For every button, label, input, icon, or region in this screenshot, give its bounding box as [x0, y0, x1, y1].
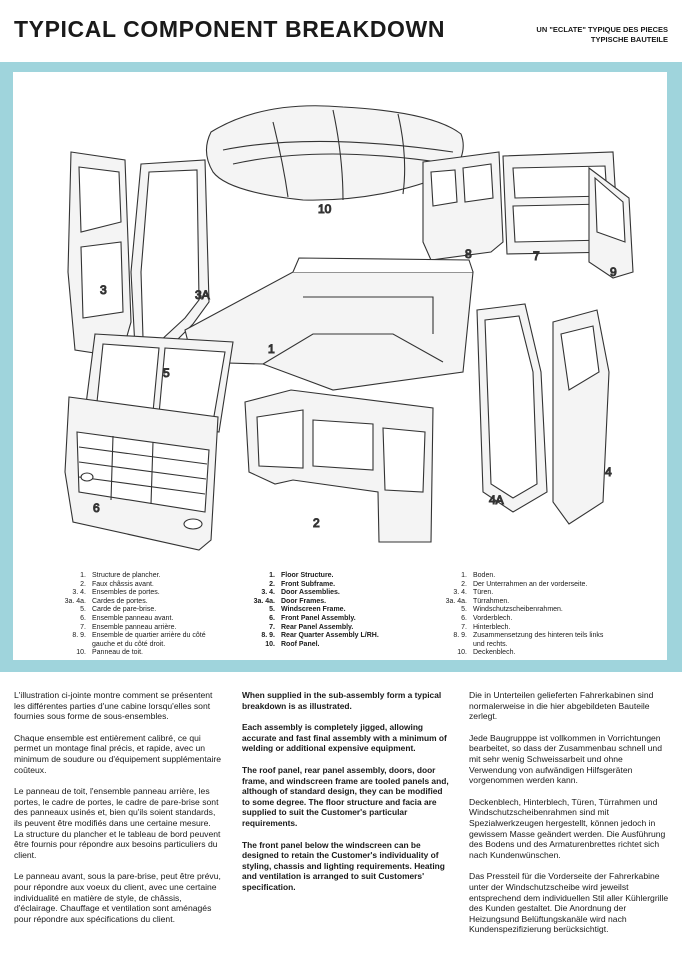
legend-row [435, 615, 603, 624]
legend-row [241, 572, 379, 581]
legend-text: Ensemble panneau arrière. [92, 623, 177, 631]
legend-number: 7. [269, 623, 275, 631]
legend-row [241, 589, 379, 598]
legend-text: Boden. [473, 572, 496, 579]
legend-text: Ensemble panneau avant. [92, 614, 174, 622]
legend-text: Windschutzscheibenrahmen. [473, 606, 563, 614]
legend-text: Front Subframe. [281, 580, 336, 588]
diagram-label: 3A [195, 288, 210, 302]
legend-text: Zusammensetzung des hinteren teils links [473, 632, 604, 640]
paragraph: The front panel below the windscreen can be designed to retain the Customer's individuality of styling, chassis and lighting requirements. Heating and ventilation is arranged to suit Customers' specification. [242, 839, 445, 892]
legend-text: Front Panel Assembly. [281, 614, 356, 622]
diagram-label: 7 [533, 249, 540, 263]
diagram-label: 4A [489, 493, 504, 507]
legend-row [55, 624, 206, 633]
legend-number [435, 641, 467, 650]
legend-number: 10. [457, 649, 467, 657]
diagram-label: 9 [610, 265, 617, 279]
diagram-label: 6 [93, 501, 100, 515]
legend-row [55, 598, 206, 607]
legend-row [55, 606, 206, 615]
paragraph: Die in Unterteilen gelieferten Fahrerkabinen sind normalerweise in die hier abgebildeten Bauteile zerlegt. [469, 690, 654, 722]
legend-number: 2. [80, 580, 86, 588]
paragraph: Chaque ensemble est entièrement calibré, ce qui permet un montage final précis, et rapide, avec un minimum de soudure ou d'équipement supplémentaire coûteux. [14, 732, 222, 775]
diagram-label: 3 [100, 283, 107, 297]
paragraph: Deckenblech, Hinterblech, Türen, Türrahmen und Windschutzscheibenrahmen sind mit Spezialwerkzeugen hergestellt, können jedoch in gewissem Masse geändert werden. Die Ausführung des Bodens und des Armaturenbrettes richtet sich nach Kundenwünschen. [469, 796, 666, 860]
legend-row [435, 589, 603, 598]
legend-row [241, 598, 379, 607]
legend-text: Panneau de toit. [92, 649, 143, 657]
legend-text: Roof Panel. [281, 640, 320, 648]
legend-number: 6. [461, 614, 467, 622]
legend-number: 3. 4. [261, 589, 275, 597]
legend-text: Rear Panel Assembly. [281, 623, 354, 631]
right-door-frame [477, 304, 547, 512]
legend-text: Deckenblech. [473, 649, 516, 657]
legend-text: Türrahmen. [473, 597, 510, 605]
legend-text: Türen. [473, 589, 494, 597]
legend-number: 5. [461, 606, 467, 614]
legend-text: Ensemble de quartier arrière du côté [92, 632, 206, 640]
legend-row [435, 632, 603, 641]
legend-row [55, 641, 206, 650]
legend-text: Cardes de portes. [92, 597, 148, 605]
legend-number: 3a. 4a. [253, 597, 275, 605]
paragraph: Das Pressteil für die Vorderseite der Fahrerkabine unter der Windschutzscheibe wird jeweilst entsprechend dem individuellen Stil aller Kühlergrille des Kunden gestaltet. Die Anordnung der Heizungsund Belüftungskanäle wird nach Kundenspezifizierung berücksichtigt. [469, 871, 669, 935]
legend-number: 2. [269, 580, 275, 588]
legend-row [241, 606, 379, 615]
legend-row [241, 632, 379, 641]
subtitle-french: UN "ECLATE" TYPIQUE DES PIECES [536, 25, 668, 34]
legend-text: Vorderblech. [473, 614, 513, 622]
illustration-panel [13, 72, 667, 660]
legend-text: Der Unterrahmen an der vorderseite. [473, 580, 588, 588]
legend-english [241, 572, 379, 649]
legend-number: 3a. 4a. [445, 597, 467, 605]
legend-text: Floor Structure. [281, 572, 334, 579]
legend-text: Windscreen Frame. [281, 606, 346, 614]
paragraph: Jede Baugrupppe ist vollkommen in Vorrichtungen bearbeitet, so dass der Zusammenbau schnell und mit sehr wenig Schweissarbeit und ohne Verwendung von aufwändigen Hilfsgeräten vorgenommen werden kann. [469, 732, 662, 786]
legend-number: 8. 9. [261, 632, 275, 640]
legend-row [435, 606, 603, 615]
legend-text: Faux châssis avant. [92, 580, 154, 588]
legend-german [435, 572, 603, 658]
exploded-cab-diagram [13, 72, 667, 566]
paragraph: Each assembly is completely jigged, allowing accurate and fast final assembly with a minimum of welding or additional expensive equipment. [242, 722, 447, 754]
legend-row [55, 589, 206, 598]
diagram-label: 1 [268, 342, 275, 356]
diagram-label: 5 [163, 366, 170, 380]
legend-text: Carde de pare-brise. [92, 606, 157, 614]
legend-number: 1. [269, 572, 275, 579]
legend-number: 6. [80, 614, 86, 622]
legend-number: 2. [461, 580, 467, 588]
legend-row [435, 641, 603, 650]
legend-text: Door Frames. [281, 597, 327, 605]
legend-number [55, 641, 86, 650]
legend-number: 6. [269, 614, 275, 622]
body-text-english [242, 690, 452, 904]
front-subframe [245, 390, 433, 542]
paragraph: Le panneau de toit, l'ensemble panneau arrière, les portes, le cadre de portes, le cadre de pare-brise sont des panneaux usinés et, bien qu'ils soient standards, ils peuvent être modifiés dans une certaine mesure. La structure du plancher et le tableau de bord peuvent être fournis pour répondre aux besoins particuliers du client. [14, 786, 221, 860]
paragraph: L'illustration ci-jointe montre comment se présentent les différentes parties d'une cabine lorsqu'elles sont fournies sous forme de sous-ensembles. [14, 690, 213, 722]
legend-text: und rechts. [473, 640, 508, 648]
legend-row [55, 581, 206, 590]
page-title: TYPICAL COMPONENT BREAKDOWN [14, 16, 446, 42]
legend-number: 10. [76, 649, 86, 657]
legend-row [435, 624, 603, 633]
front-panel [65, 397, 218, 550]
legend-row [241, 581, 379, 590]
legend-row [55, 632, 206, 641]
legend-row [55, 615, 206, 624]
legend-text: Structure de plancher. [92, 572, 161, 579]
legend-text: Ensembles de portes. [92, 589, 160, 597]
legend-number: 8. 9. [72, 632, 86, 640]
diagram-label: 10 [318, 202, 332, 216]
rear-quarter-right [589, 168, 633, 278]
legend-text: gauche et du côté droit. [92, 640, 166, 648]
legend-text: Rear Quarter Assembly L/RH. [281, 632, 379, 640]
right-door [553, 310, 609, 524]
legend-row [241, 624, 379, 633]
paragraph: Le panneau avant, sous la pare-brise, peut être prévu, pour répondre aux voeux du client, avec une certaine individualité en matière de style, de châssis, d'éclairage. Chauffage et ventilation sont aménagés pour répondre aux spécifications du client. [14, 871, 221, 924]
legend-number: 1. [80, 572, 86, 579]
legend-row [435, 572, 603, 581]
legend-row [435, 598, 603, 607]
body-text-french [14, 690, 222, 935]
legend-number: 3. 4. [72, 589, 86, 597]
legend-number: 5. [80, 606, 86, 614]
diagram-label: 2 [313, 516, 320, 530]
legend-number: 7. [461, 623, 467, 631]
legend-row [55, 649, 206, 658]
legend-row [241, 641, 379, 650]
legend-number: 1. [461, 572, 467, 579]
legend-row [55, 572, 206, 581]
legend-row [241, 615, 379, 624]
subtitle-german: TYPISCHE BAUTEILE [590, 35, 668, 44]
legend-row [435, 649, 603, 658]
legend-number: 5. [269, 606, 275, 614]
paragraph: When supplied in the sub-assembly form a typical breakdown is as illustrated. [242, 690, 442, 711]
rear-quarter-left [423, 152, 503, 260]
legend-number: 3. 4. [453, 589, 467, 597]
legend-text: Door Assemblies. [281, 589, 340, 597]
legend-row [435, 581, 603, 590]
legend-number: 10. [265, 640, 275, 648]
paragraph: The roof panel, rear panel assembly, doors, door frame, and windscreen frame are tooled panels and, although of standard design, they can be modified to some degree. The floor structure and facia are supplied to suit the Customer's particular requirements. [242, 764, 449, 828]
illustration-frame [0, 62, 682, 672]
diagram-label: 8 [465, 247, 472, 261]
legend-number: 7. [80, 623, 86, 631]
diagram-label: 4 [605, 465, 612, 479]
legend-french [55, 572, 206, 658]
legend-text: Hinterblech. [473, 623, 511, 631]
body-text-german [469, 690, 669, 946]
left-door [68, 152, 131, 357]
legend-number: 3a. 4a. [64, 597, 86, 605]
legend-number: 8. 9. [453, 632, 467, 640]
